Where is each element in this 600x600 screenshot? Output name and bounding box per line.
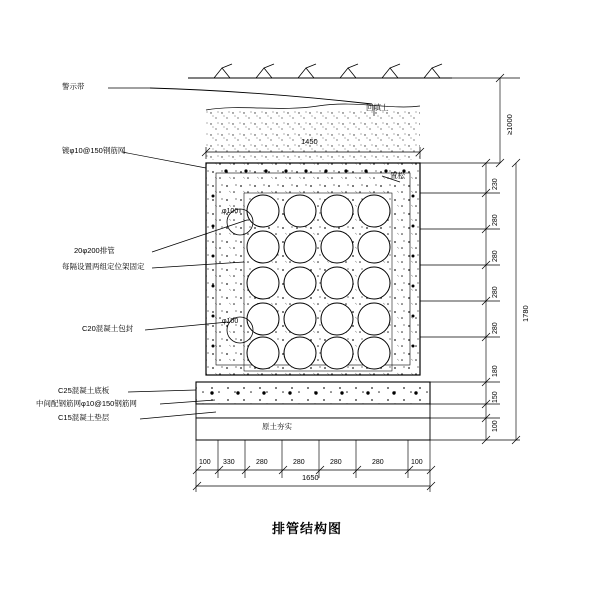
label-backfill: 回填土 bbox=[366, 103, 389, 112]
label-fixing-note: 每隔设置两组定位架固定 bbox=[62, 262, 145, 271]
dimension-right-seg-3: 280 bbox=[492, 250, 499, 262]
dimension-right-seg-2: 280 bbox=[492, 214, 499, 226]
dimension-bottom-seg-3: 280 bbox=[256, 459, 268, 466]
dimension-bottom-seg-4: 280 bbox=[293, 459, 305, 466]
label-steel-mesh: 镀φ10@150钢筋网 bbox=[62, 146, 126, 155]
label-pipe-callout-top: φ100 bbox=[222, 208, 239, 215]
dimension-bottom-total: 1650 bbox=[302, 473, 319, 482]
dimension-bottom-seg-5: 280 bbox=[330, 459, 342, 466]
dimension-bottom-seg-2: 330 bbox=[223, 459, 235, 466]
dimension-right-seg-5: 280 bbox=[492, 322, 499, 334]
dimension-right-total: 1780 bbox=[521, 305, 530, 322]
dimension-top-1450: 1450 bbox=[301, 137, 318, 146]
dimension-right-seg-6: 180 bbox=[492, 365, 499, 377]
dimension-right-seg-1: 230 bbox=[492, 178, 499, 190]
label-c25-base-slab: C25混凝土底板 bbox=[58, 386, 110, 395]
dimension-bottom-seg-7: 100 bbox=[411, 459, 423, 466]
dimension-right-seg-7: 150 bbox=[492, 391, 499, 403]
label-warning-tape: 警示带 bbox=[62, 82, 85, 91]
dimension-bottom-seg-1: 100 bbox=[199, 459, 211, 466]
dimension-bottom-seg-6: 280 bbox=[372, 459, 384, 466]
label-compacted-soil: 原土夯实 bbox=[262, 422, 292, 431]
label-ducts-count: 20φ200排管 bbox=[74, 246, 115, 255]
dimension-right-seg-8: 100 bbox=[492, 420, 499, 432]
label-rebar-note: 中间配钢筋网φ10@150钢筋网 bbox=[36, 399, 137, 408]
dimension-right-top-note: ≥1000 bbox=[505, 114, 514, 135]
drawing-title: 排管结构图 bbox=[272, 521, 343, 536]
label-c15-cushion: C15混凝土垫层 bbox=[58, 413, 110, 422]
label-c20-encasement: C20混凝土包封 bbox=[82, 324, 134, 333]
label-rock: 置松 bbox=[390, 171, 405, 180]
label-pipe-callout-bottom: φ100 bbox=[222, 318, 239, 325]
dimension-right-seg-4: 280 bbox=[492, 286, 499, 298]
